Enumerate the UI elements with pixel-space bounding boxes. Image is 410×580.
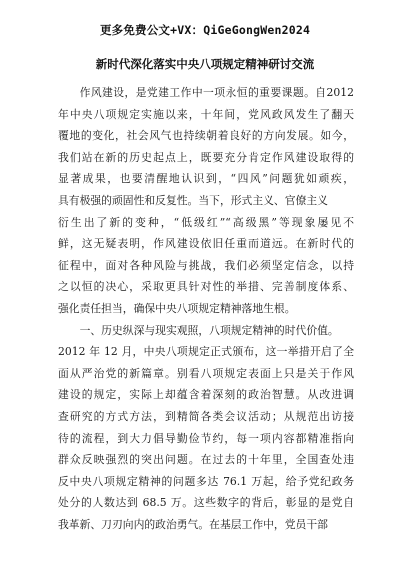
promo-banner: 更多免费公文+VX：QiGeGongWen2024 [99, 23, 311, 37]
body-line: 强化责任担当，确保中央八项规定精神落地生根。 [58, 301, 296, 315]
body-line: 覆地的变化，社会风气也持续朝着良好的方向发展。如今， [58, 129, 354, 143]
document-title: 新时代深化落实中央八项规定精神研讨交流 [95, 57, 315, 71]
body-line: 衍生出了新的变种，“低级红”“高级黑”等现象屡见不 [58, 215, 354, 229]
body-line: 之以恒的决心，采取更具针对性的举措、完善制度体系、 [58, 280, 354, 294]
body-line: 2012 年 12 月，中央八项规定正式颁布，这一举措开启了全 [58, 345, 354, 359]
body-line: 查研究的方式方法，到精简各类会议活动；从规范出访接 [58, 409, 354, 423]
body-line: 作风建设，是党建工作中一项永恒的重要课题。自2012 [79, 86, 354, 99]
body-line: 具有极强的顽固性和反复性。当下，形式主义、官僚主义 [58, 193, 328, 207]
body-line: 一、历史纵深与现实观照，八项规定精神的时代价值。 [79, 323, 339, 337]
body-line: 待的流程，到大力倡导勤俭节约，每一项内容都精准指向 [58, 431, 354, 445]
body-line: 反中央八项规定精神的问题多达 76.1 万起，给予党纪政务 [58, 474, 354, 488]
document-body [58, 82, 354, 535]
body-line: 面从严治党的新篇章。别看八项规定表面上只是关于作风 [58, 366, 354, 380]
body-line: 征程中，面对各种风险与挑战，我们必须坚定信念，以持 [58, 258, 354, 272]
body-line: 建设的规定，实际上却蕴含着深刻的政治智慧。从改进调 [58, 388, 354, 402]
body-line: 群众反映强烈的突出问题。在过去的十年里，全国查处违 [58, 453, 354, 467]
body-line: 显著成果，也要清醒地认识到，“四风”问题犹如顽疾， [58, 172, 354, 186]
body-line: 处分的人数达到 68.5 万。这些数字的背后，彰显的是党自 [58, 496, 354, 510]
body-line: 我们站在新的历史起点上，既要充分肯定作风建设取得的 [58, 150, 354, 164]
body-line: 我革新、刀刃向内的政治勇气。在基层工作中，党员干部 [58, 517, 328, 531]
body-line: 鲜，这无疑表明，作风建设依旧任重而道远。在新时代的 [58, 237, 354, 251]
body-line: 年中央八项规定实施以来，十年间，党风政风发生了翻天 [58, 107, 354, 121]
